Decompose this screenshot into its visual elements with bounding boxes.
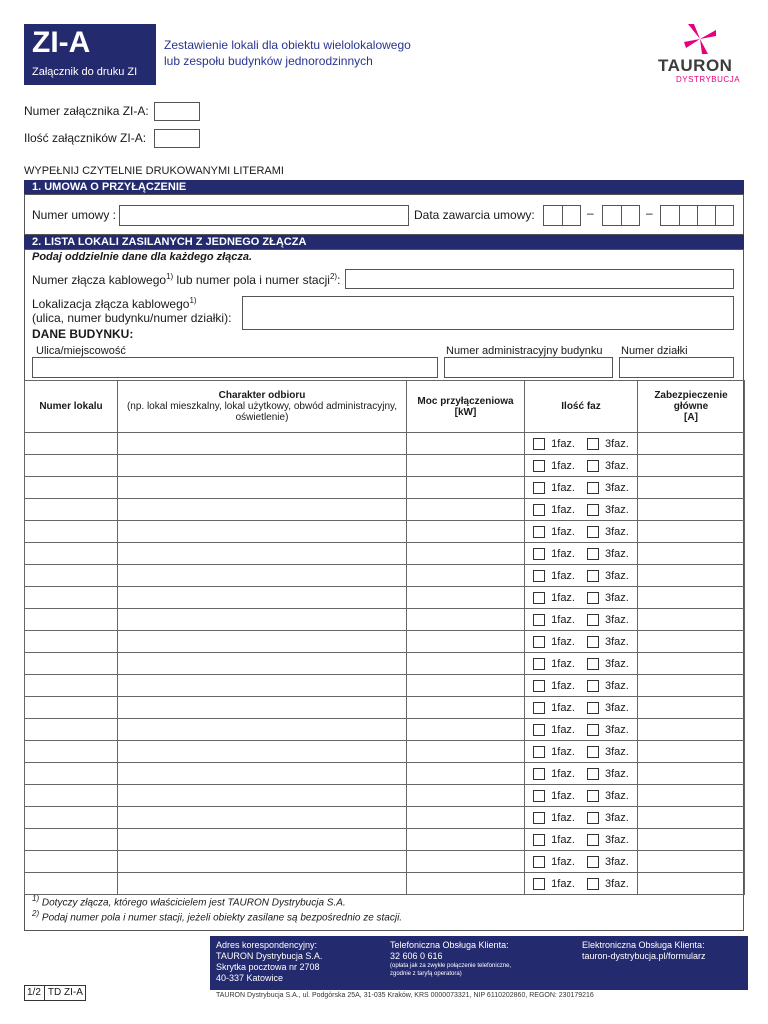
usage-type-cell[interactable]: [118, 807, 407, 829]
plot-number-input[interactable]: [619, 357, 734, 378]
footnote-2: $^{2)}$ Podaj numer pola i numer stacji, jeżeli obiekty zasilane są bezpośrednio ze stacji.: [32, 909, 403, 924]
unit-number-cell[interactable]: [25, 741, 118, 763]
phase-3-label: 3faz.: [605, 525, 629, 538]
phase-3-label: 3faz.: [605, 459, 629, 472]
power-cell[interactable]: [407, 543, 525, 565]
phases-cell: [525, 697, 638, 719]
fuse-cell[interactable]: [638, 785, 745, 807]
building-number-input[interactable]: [444, 357, 613, 378]
phase-1-checkbox[interactable]: [533, 482, 545, 494]
phase-3-label: 3faz.: [605, 723, 629, 736]
phase-1-label: 1faz.: [551, 569, 575, 582]
unit-number-cell[interactable]: [25, 477, 118, 499]
fuse-cell[interactable]: [638, 873, 745, 895]
phase-1-label: 1faz.: [551, 701, 575, 714]
unit-number-cell[interactable]: [25, 499, 118, 521]
phases-cell: [525, 609, 638, 631]
phase-3-label: 3faz.: [605, 657, 629, 670]
phases-cell: [525, 433, 638, 455]
unit-number-cell[interactable]: [25, 675, 118, 697]
attachment-number-label: Numer załącznika ZI-A:: [24, 104, 149, 118]
table-row: [25, 851, 745, 873]
phase-3-checkbox[interactable]: [587, 482, 599, 494]
fuse-cell[interactable]: [638, 521, 745, 543]
phase-3-checkbox[interactable]: [587, 856, 599, 868]
footer-contact-bar: [210, 936, 748, 990]
phases-cell: [525, 631, 638, 653]
phase-1-checkbox[interactable]: [533, 570, 545, 582]
form-title-line1: Zestawienie lokali dla obiektu wielolokalowego: [164, 38, 411, 52]
table-row: [25, 653, 745, 675]
phase-1-checkbox[interactable]: [533, 724, 545, 736]
phase-3-checkbox[interactable]: [587, 724, 599, 736]
phases-cell: [525, 587, 638, 609]
phase-3-checkbox[interactable]: [587, 526, 599, 538]
phase-1-checkbox[interactable]: [533, 702, 545, 714]
phase-1-checkbox[interactable]: [533, 658, 545, 670]
street-input[interactable]: [32, 357, 438, 378]
date-year-input[interactable]: [660, 205, 734, 226]
phase-3-checkbox[interactable]: [587, 592, 599, 604]
phase-1-checkbox[interactable]: [533, 614, 545, 626]
fuse-cell[interactable]: [638, 851, 745, 873]
phase-3-checkbox[interactable]: [587, 636, 599, 648]
phase-3-label: 3faz.: [605, 833, 629, 846]
fuse-cell[interactable]: [638, 829, 745, 851]
col-phases: Ilość faz: [525, 381, 638, 433]
phases-cell: [525, 455, 638, 477]
location-input[interactable]: [242, 296, 734, 330]
contract-number-input[interactable]: [119, 205, 409, 226]
power-cell[interactable]: [407, 631, 525, 653]
power-cell[interactable]: [407, 829, 525, 851]
unit-number-cell[interactable]: [25, 851, 118, 873]
phases-cell: [525, 653, 638, 675]
table-row: [25, 873, 745, 895]
usage-type-cell[interactable]: [118, 873, 407, 895]
instruction: WYPEŁNIJ CZYTELNIE DRUKOWANYMI LITERAMI: [24, 165, 284, 177]
building-number-label: Numer administracyjny budynku: [446, 345, 603, 357]
phase-1-label: 1faz.: [551, 767, 575, 780]
fuse-cell[interactable]: [638, 807, 745, 829]
phase-1-checkbox[interactable]: [533, 856, 545, 868]
phase-3-checkbox[interactable]: [587, 746, 599, 758]
table-row: [25, 477, 745, 499]
phase-1-label: 1faz.: [551, 811, 575, 824]
phase-3-label: 3faz.: [605, 591, 629, 604]
date-separator: –: [646, 206, 653, 220]
phase-1-checkbox[interactable]: [533, 680, 545, 692]
phase-1-label: 1faz.: [551, 679, 575, 692]
phase-1-checkbox[interactable]: [533, 812, 545, 824]
phase-1-checkbox[interactable]: [533, 834, 545, 846]
power-cell[interactable]: [407, 719, 525, 741]
power-cell[interactable]: [407, 609, 525, 631]
power-cell[interactable]: [407, 851, 525, 873]
usage-type-cell[interactable]: [118, 609, 407, 631]
col-fuse: Zabezpieczenie główne [A]: [638, 381, 745, 433]
phase-3-label: 3faz.: [605, 503, 629, 516]
contract-number-label: Numer umowy :: [32, 208, 117, 222]
phase-1-checkbox[interactable]: [533, 768, 545, 780]
tauron-mark-icon: [680, 20, 720, 58]
phase-1-checkbox[interactable]: [533, 460, 545, 472]
phases-cell: [525, 675, 638, 697]
unit-number-cell[interactable]: [25, 653, 118, 675]
date-separator: –: [587, 206, 594, 220]
usage-type-cell[interactable]: [118, 763, 407, 785]
phases-cell: [525, 521, 638, 543]
table-row: [25, 543, 745, 565]
footer-address: Adres korespondencyjny: TAURON Dystrybucja S.A. Skrytka pocztowa nr 2708 40-337 Katowice: [216, 940, 323, 983]
table-row: [25, 741, 745, 763]
usage-type-cell[interactable]: [118, 653, 407, 675]
phase-3-label: 3faz.: [605, 635, 629, 648]
unit-number-cell[interactable]: [25, 829, 118, 851]
table-row: [25, 631, 745, 653]
power-cell[interactable]: [407, 521, 525, 543]
units-table: [24, 380, 745, 895]
unit-number-cell[interactable]: [25, 719, 118, 741]
phases-cell: [525, 807, 638, 829]
unit-number-cell[interactable]: [25, 697, 118, 719]
fuse-cell[interactable]: [638, 741, 745, 763]
phase-1-label: 1faz.: [551, 745, 575, 758]
phases-cell: [525, 763, 638, 785]
connector-number-input[interactable]: [345, 269, 734, 289]
phase-1-label: 1faz.: [551, 481, 575, 494]
phase-3-label: 3faz.: [605, 701, 629, 714]
date-day-input[interactable]: [543, 205, 581, 226]
phase-3-checkbox[interactable]: [587, 878, 599, 890]
phase-3-label: 3faz.: [605, 547, 629, 560]
phase-1-checkbox[interactable]: [533, 504, 545, 516]
phase-1-label: 1faz.: [551, 591, 575, 604]
location-label: Lokalizacja złącza kablowego$^{1)}$: [32, 296, 197, 311]
fuse-cell[interactable]: [638, 631, 745, 653]
phase-3-checkbox[interactable]: [587, 768, 599, 780]
connector-label: Numer złącza kablowego$^{1)}$ lub numer pola i numer stacji$^{2)}$:: [32, 272, 341, 287]
fuse-cell[interactable]: [638, 675, 745, 697]
power-cell[interactable]: [407, 785, 525, 807]
phase-3-label: 3faz.: [605, 789, 629, 802]
section1-title: 1. UMOWA O PRZYŁĄCZENIE: [24, 180, 744, 194]
power-cell[interactable]: [407, 587, 525, 609]
phases-cell: [525, 719, 638, 741]
phase-3-checkbox[interactable]: [587, 680, 599, 692]
power-cell[interactable]: [407, 433, 525, 455]
unit-number-cell[interactable]: [25, 587, 118, 609]
power-cell[interactable]: [407, 653, 525, 675]
footer-phone: Telefoniczna Obsługa Klienta: 32 606 0 616 (opłata jak za zwykłe połączenie telefoniczne, zgodnie z taryfą operatora): [390, 940, 512, 977]
building-data-heading: DANE BUDYNKU:: [32, 327, 134, 341]
fuse-cell[interactable]: [638, 433, 745, 455]
phase-1-label: 1faz.: [551, 855, 575, 868]
unit-number-cell[interactable]: [25, 631, 118, 653]
phase-1-label: 1faz.: [551, 547, 575, 560]
usage-type-cell[interactable]: [118, 785, 407, 807]
fuse-cell[interactable]: [638, 609, 745, 631]
usage-type-cell[interactable]: [118, 697, 407, 719]
usage-type-cell[interactable]: [118, 565, 407, 587]
usage-type-cell[interactable]: [118, 543, 407, 565]
date-month-input[interactable]: [602, 205, 640, 226]
phase-1-checkbox[interactable]: [533, 746, 545, 758]
table-row: [25, 829, 745, 851]
power-cell[interactable]: [407, 675, 525, 697]
fuse-cell[interactable]: [638, 719, 745, 741]
phase-1-label: 1faz.: [551, 877, 575, 890]
phase-1-checkbox[interactable]: [533, 636, 545, 648]
unit-number-cell[interactable]: [25, 873, 118, 895]
power-cell[interactable]: [407, 499, 525, 521]
logo-name: TAURON: [658, 56, 733, 75]
power-cell[interactable]: [407, 477, 525, 499]
phase-3-checkbox[interactable]: [587, 702, 599, 714]
phase-3-checkbox[interactable]: [587, 504, 599, 516]
phase-1-checkbox[interactable]: [533, 878, 545, 890]
phases-cell: [525, 851, 638, 873]
phase-3-label: 3faz.: [605, 679, 629, 692]
phase-3-checkbox[interactable]: [587, 460, 599, 472]
logo-sub: DYSTRYBUCJA: [676, 75, 741, 84]
plot-number-label: Numer działki: [621, 345, 688, 357]
phase-1-checkbox[interactable]: [533, 438, 545, 450]
usage-type-cell[interactable]: [118, 741, 407, 763]
phase-1-checkbox[interactable]: [533, 548, 545, 560]
table-row: [25, 565, 745, 587]
usage-type-cell[interactable]: [118, 499, 407, 521]
phases-cell: [525, 785, 638, 807]
phase-3-checkbox[interactable]: [587, 834, 599, 846]
section2-note: Podaj oddzielnie dane dla każdego złącza.: [32, 251, 253, 263]
fuse-cell[interactable]: [638, 587, 745, 609]
fuse-cell[interactable]: [638, 763, 745, 785]
phases-cell: [525, 477, 638, 499]
phases-cell: [525, 741, 638, 763]
table-row: [25, 675, 745, 697]
phases-cell: [525, 499, 638, 521]
fuse-cell[interactable]: [638, 543, 745, 565]
phase-1-label: 1faz.: [551, 613, 575, 626]
usage-type-cell[interactable]: [118, 433, 407, 455]
footnote-1: $^{1)}$ Dotyczy złącza, którego właścicielem jest TAURON Dystrybucja S.A.: [32, 894, 346, 909]
form-subtitle: Załącznik do druku ZI: [32, 66, 138, 78]
phase-1-label: 1faz.: [551, 503, 575, 516]
phase-1-label: 1faz.: [551, 789, 575, 802]
form-code: ZI-A: [32, 26, 91, 59]
table-row: [25, 763, 745, 785]
phase-1-checkbox[interactable]: [533, 790, 545, 802]
phase-3-label: 3faz.: [605, 569, 629, 582]
col-power: Moc przyłączeniowa [kW]: [407, 381, 525, 433]
fuse-cell[interactable]: [638, 565, 745, 587]
power-cell[interactable]: [407, 565, 525, 587]
table-row: [25, 609, 745, 631]
usage-type-cell[interactable]: [118, 521, 407, 543]
usage-type-cell[interactable]: [118, 631, 407, 653]
location-label-detail: (ulica, numer budynku/numer działki):: [32, 311, 232, 325]
phase-1-label: 1faz.: [551, 525, 575, 538]
table-row: [25, 521, 745, 543]
fuse-cell[interactable]: [638, 477, 745, 499]
phase-3-label: 3faz.: [605, 855, 629, 868]
phase-1-checkbox[interactable]: [533, 526, 545, 538]
attachment-count-label: Ilość załączników ZI-A:: [24, 131, 147, 145]
unit-number-cell[interactable]: [25, 565, 118, 587]
attachment-count-input[interactable]: [154, 129, 200, 148]
table-row: [25, 455, 745, 477]
footer-web: Elektroniczna Obsługa Klienta: tauron-dystrybucja.pl/formularz: [582, 940, 706, 961]
usage-type-cell[interactable]: [118, 587, 407, 609]
phase-1-label: 1faz.: [551, 657, 575, 670]
phase-3-checkbox[interactable]: [587, 614, 599, 626]
unit-number-cell[interactable]: [25, 433, 118, 455]
unit-number-cell[interactable]: [25, 763, 118, 785]
unit-number-cell[interactable]: [25, 609, 118, 631]
company-registration: TAURON Dystrybucja S.A., ul. Podgórska 25A, 31-035 Kraków, KRS 0000073321, NIP 6110202860, REGON: 230179216: [216, 992, 594, 999]
table-row: [25, 433, 745, 455]
power-cell[interactable]: [407, 741, 525, 763]
phase-1-label: 1faz.: [551, 635, 575, 648]
page-indicator: 1/2 TD ZI-A: [24, 985, 86, 1001]
form-code-badge: [24, 24, 156, 85]
table-header-row: [25, 381, 745, 433]
fuse-cell[interactable]: [638, 499, 745, 521]
section2-title: 2. LISTA LOKALI ZASILANYCH Z JEDNEGO ZŁĄCZA: [24, 235, 744, 249]
col-usage-type: Charakter odbioru (np. lokal mieszkalny, lokal użytkowy, obwód administracyjny, oświetlenie): [118, 381, 407, 433]
phase-3-label: 3faz.: [605, 437, 629, 450]
phases-cell: [525, 873, 638, 895]
attachment-number-input[interactable]: [154, 102, 200, 121]
usage-type-cell[interactable]: [118, 719, 407, 741]
phase-3-checkbox[interactable]: [587, 438, 599, 450]
power-cell[interactable]: [407, 763, 525, 785]
power-cell[interactable]: [407, 807, 525, 829]
fuse-cell[interactable]: [638, 653, 745, 675]
table-row: [25, 697, 745, 719]
fuse-cell[interactable]: [638, 697, 745, 719]
phase-1-label: 1faz.: [551, 459, 575, 472]
phase-3-label: 3faz.: [605, 767, 629, 780]
usage-type-cell[interactable]: [118, 851, 407, 873]
unit-number-cell[interactable]: [25, 807, 118, 829]
unit-number-cell[interactable]: [25, 543, 118, 565]
power-cell[interactable]: [407, 873, 525, 895]
unit-number-cell[interactable]: [25, 785, 118, 807]
phase-3-label: 3faz.: [605, 745, 629, 758]
power-cell[interactable]: [407, 697, 525, 719]
power-cell[interactable]: [407, 455, 525, 477]
phase-1-checkbox[interactable]: [533, 592, 545, 604]
table-row: [25, 785, 745, 807]
phase-1-label: 1faz.: [551, 437, 575, 450]
tauron-logo: [654, 20, 746, 86]
usage-type-cell[interactable]: [118, 829, 407, 851]
usage-type-cell[interactable]: [118, 477, 407, 499]
table-row: [25, 719, 745, 741]
phase-1-label: 1faz.: [551, 833, 575, 846]
phase-3-label: 3faz.: [605, 811, 629, 824]
phases-cell: [525, 829, 638, 851]
table-row: [25, 499, 745, 521]
phases-cell: [525, 565, 638, 587]
phase-3-checkbox[interactable]: [587, 790, 599, 802]
phase-3-label: 3faz.: [605, 613, 629, 626]
unit-number-cell[interactable]: [25, 455, 118, 477]
phase-3-checkbox[interactable]: [587, 570, 599, 582]
fuse-cell[interactable]: [638, 455, 745, 477]
phase-3-label: 3faz.: [605, 481, 629, 494]
street-label: Ulica/miejscowość: [36, 345, 126, 357]
phase-3-label: 3faz.: [605, 877, 629, 890]
col-unit-number: Numer lokalu: [25, 381, 118, 433]
phase-3-checkbox[interactable]: [587, 548, 599, 560]
table-row: [25, 807, 745, 829]
form-title-line2: lub zespołu budynków jednorodzinnych: [164, 54, 373, 68]
unit-number-cell[interactable]: [25, 521, 118, 543]
phases-cell: [525, 543, 638, 565]
contract-date-label: Data zawarcia umowy:: [414, 208, 535, 222]
phase-3-checkbox[interactable]: [587, 658, 599, 670]
usage-type-cell[interactable]: [118, 675, 407, 697]
phase-1-label: 1faz.: [551, 723, 575, 736]
table-row: [25, 587, 745, 609]
usage-type-cell[interactable]: [118, 455, 407, 477]
phase-3-checkbox[interactable]: [587, 812, 599, 824]
